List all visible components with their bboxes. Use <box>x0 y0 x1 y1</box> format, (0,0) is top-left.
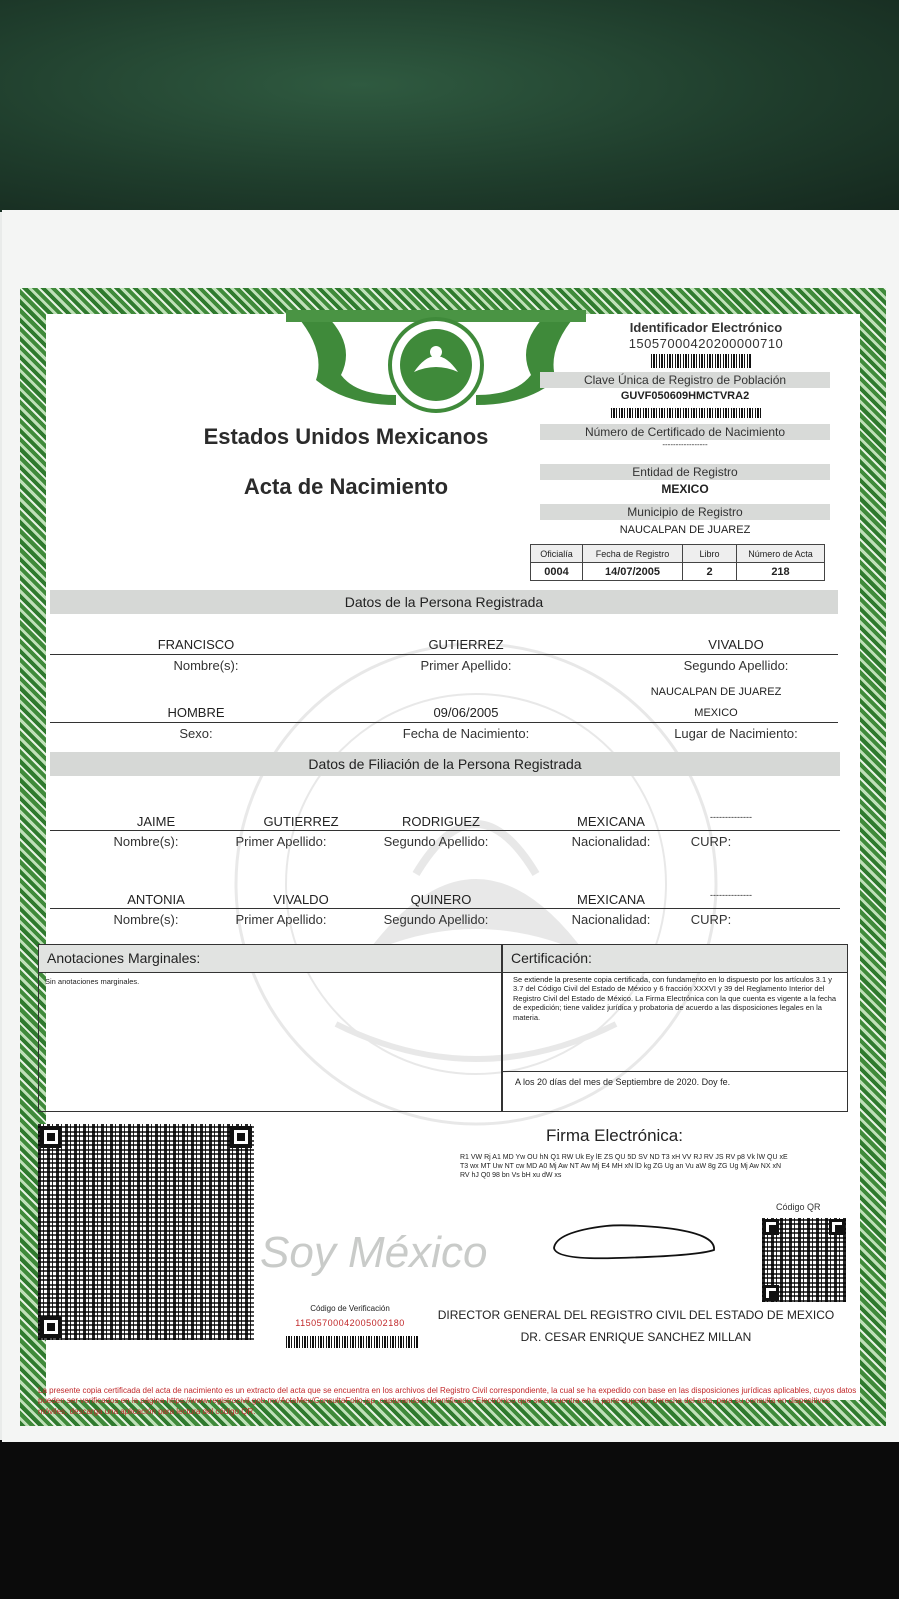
father-curp-value: -------------- <box>710 812 752 822</box>
official-title: DIRECTOR GENERAL DEL REGISTRO CIVIL DEL ESTADO DE MEXICO <box>437 1308 835 1322</box>
verification-label: Código de Verificación <box>310 1304 390 1313</box>
person-second-surname-label: Segundo Apellido: <box>683 658 789 673</box>
registry-entity-label: Entidad de Registro <box>540 464 830 480</box>
small-qr-code <box>762 1218 846 1302</box>
registry-municipality-value: NAUCALPAN DE JUAREZ <box>619 524 751 536</box>
father-nationality-label: Nacionalidad: <box>571 834 651 849</box>
father-nationality-value: MEXICANA <box>577 814 645 829</box>
document-title: Acta de Nacimiento <box>243 474 449 499</box>
certification-date: A los 20 días del mes de Septiembre de 2020. Doy fe. <box>515 1077 731 1087</box>
registry-header-fecha: Fecha de Registro <box>583 545 683 563</box>
registry-municipality-label: Municipio de Registro <box>540 504 830 520</box>
certification-title: Certificación: <box>503 945 847 973</box>
divider <box>503 1071 847 1072</box>
registry-value-libro: 2 <box>683 563 737 581</box>
qr-finder-icon <box>829 1219 845 1235</box>
curp-value: GUVF050609HMCTVRA2 <box>620 390 750 402</box>
person-birth-place-label: Lugar de Nacimiento: <box>674 726 798 741</box>
father-name-label: Nombre(s): <box>113 834 179 849</box>
certificate-frame <box>20 288 886 1426</box>
mother-second-surname-value: QUINERO <box>410 892 472 907</box>
registry-header-libro: Libro <box>683 545 737 563</box>
registry-header-oficialia: Oficialía <box>531 545 583 563</box>
curp-barcode <box>611 408 761 418</box>
electronic-id-label: Identificador Electrónico <box>629 320 783 335</box>
parents-section-title: Datos de Filiación de la Persona Registrada <box>50 752 840 776</box>
birth-certificate-label: Número de Certificado de Nacimiento <box>540 424 830 440</box>
birth-certificate-value: ----------------- <box>662 440 708 449</box>
registry-entity-value: MEXICO <box>661 482 709 496</box>
certification-box <box>502 944 848 1112</box>
person-name-label: Nombre(s): <box>173 658 239 673</box>
person-name-value: FRANCISCO <box>157 637 235 652</box>
verification-barcode <box>286 1336 418 1348</box>
person-first-surname-label: Primer Apellido: <box>420 658 512 673</box>
electronic-signature-title: Firma Electrónica: <box>546 1126 683 1145</box>
mother-first-surname-label: Primer Apellido: <box>235 912 327 927</box>
birth-place-line1: NAUCALPAN DE JUAREZ <box>650 686 782 698</box>
qr-finder-icon <box>40 1316 62 1338</box>
mother-nationality-label: Nacionalidad: <box>571 912 651 927</box>
official-name: DR. CESAR ENRIQUE SANCHEZ MILLAN <box>520 1330 752 1344</box>
divider <box>50 654 838 655</box>
electronic-signature-hash: R1 VW Rj A1 MD Yw OU hN Q1 RW Uk Ey lE ZS QU 5D SV ND T3 xH VV RJ RV JS RV p8 Vk lW QU xE T3 wx MT Uw NT cw MD A0 Mj Aw NT Aw Mj E4 MH xN lD kg ZG Ug an Vu aW 8g ZG Ug Mj Aw NX xN RV hJ Q0 98 bn Vs bH xu dW xs <box>460 1154 788 1179</box>
qr-finder-icon <box>40 1126 62 1148</box>
mother-first-surname-value: VIVALDO <box>273 892 329 907</box>
person-first-surname-value: GUTIERREZ <box>428 637 504 652</box>
divider <box>50 830 840 831</box>
document-sheet <box>2 210 899 1442</box>
qr-finder-icon <box>230 1126 252 1148</box>
registry-table <box>530 544 825 581</box>
handwritten-signature-icon <box>546 1214 726 1274</box>
registry-header-acta: Número de Acta <box>737 545 825 563</box>
person-section-title: Datos de la Persona Registrada <box>50 590 838 614</box>
dark-background <box>0 1440 899 1599</box>
curp-label: Clave Única de Registro de Población <box>540 372 830 388</box>
mother-second-surname-label: Segundo Apellido: <box>383 912 489 927</box>
person-sex-value: HOMBRE <box>167 705 225 720</box>
footer-notice: La presente copia certificada del acta de nacimiento es un extracto del acta que se encuentra en los archivos del Registro Civil correspondiente, la cual se ha expedido con base en las disposiciones jurídicas aplicables, cuyos datos pueden ser verificados en la página https://www.registrocivil.gob.mx/ActaMex/ConsultaFolio.jsp ,capturando el Identificador Electrónico que se encuentra en la parte superior derecha del acta, para su consulta en dispositivos móviles, descarga una aplicación para lectura del código QR. <box>38 1386 857 1416</box>
table-surface <box>0 0 899 212</box>
soy-mexico-watermark: Soy México <box>260 1228 488 1277</box>
annotations-text: Sin anotaciones marginales. <box>45 977 140 986</box>
small-qr-label: Código QR <box>776 1202 821 1212</box>
registry-value-fecha: 14/07/2005 <box>583 563 683 581</box>
birth-place-line2: MEXICO <box>694 707 738 719</box>
mother-nationality-value: MEXICANA <box>577 892 645 907</box>
mother-curp-value: -------------- <box>710 890 752 900</box>
mother-curp-label: CURP: <box>690 912 732 927</box>
father-second-surname-value: RODRIGUEZ <box>402 814 480 829</box>
registry-value-acta: 218 <box>737 563 825 581</box>
table-row <box>531 563 825 581</box>
annotations-box <box>38 944 502 1112</box>
father-first-surname-value: GUTIERREZ <box>263 814 339 829</box>
registry-value-oficialia: 0004 <box>531 563 583 581</box>
electronic-id-value: 15057000420200000710 <box>628 336 784 351</box>
person-birth-date-label: Fecha de Nacimiento: <box>402 726 530 741</box>
mother-name-label: Nombre(s): <box>113 912 179 927</box>
father-second-surname-label: Segundo Apellido: <box>383 834 489 849</box>
person-second-surname-value: VIVALDO <box>708 637 764 652</box>
person-birth-date-value: 09/06/2005 <box>433 705 499 720</box>
certification-text: Se extiende la presente copia certificada, con fundamento en lo dispuesto por los artículos 3.1 y 3.7 del Código Civil del Estado de México y 6 fracción XXXVI y 39 del Reglamento Interior del Registro Civil del Estado de México. La Firma Electrónica con la que cuenta es vigente a la fecha de expedición; tiene validez jurídica y probatoria de acuerdo a las disposiciones legales en la materia. <box>513 975 837 1022</box>
father-curp-label: CURP: <box>690 834 732 849</box>
verification-code: 11505700042005002180 <box>295 1318 405 1328</box>
divider <box>50 722 838 723</box>
electronic-id-barcode <box>651 354 751 368</box>
father-first-surname-label: Primer Apellido: <box>235 834 327 849</box>
annotations-title: Anotaciones Marginales: <box>39 945 501 973</box>
large-qr-code <box>38 1124 254 1340</box>
qr-finder-icon <box>763 1285 779 1301</box>
person-sex-label: Sexo: <box>179 726 213 741</box>
table-row <box>531 545 825 563</box>
qr-finder-icon <box>763 1219 779 1235</box>
father-name-value: JAIME <box>136 814 176 829</box>
country-title: Estados Unidos Mexicanos <box>203 424 489 449</box>
mother-name-value: ANTONIA <box>127 892 185 907</box>
divider <box>50 908 840 909</box>
